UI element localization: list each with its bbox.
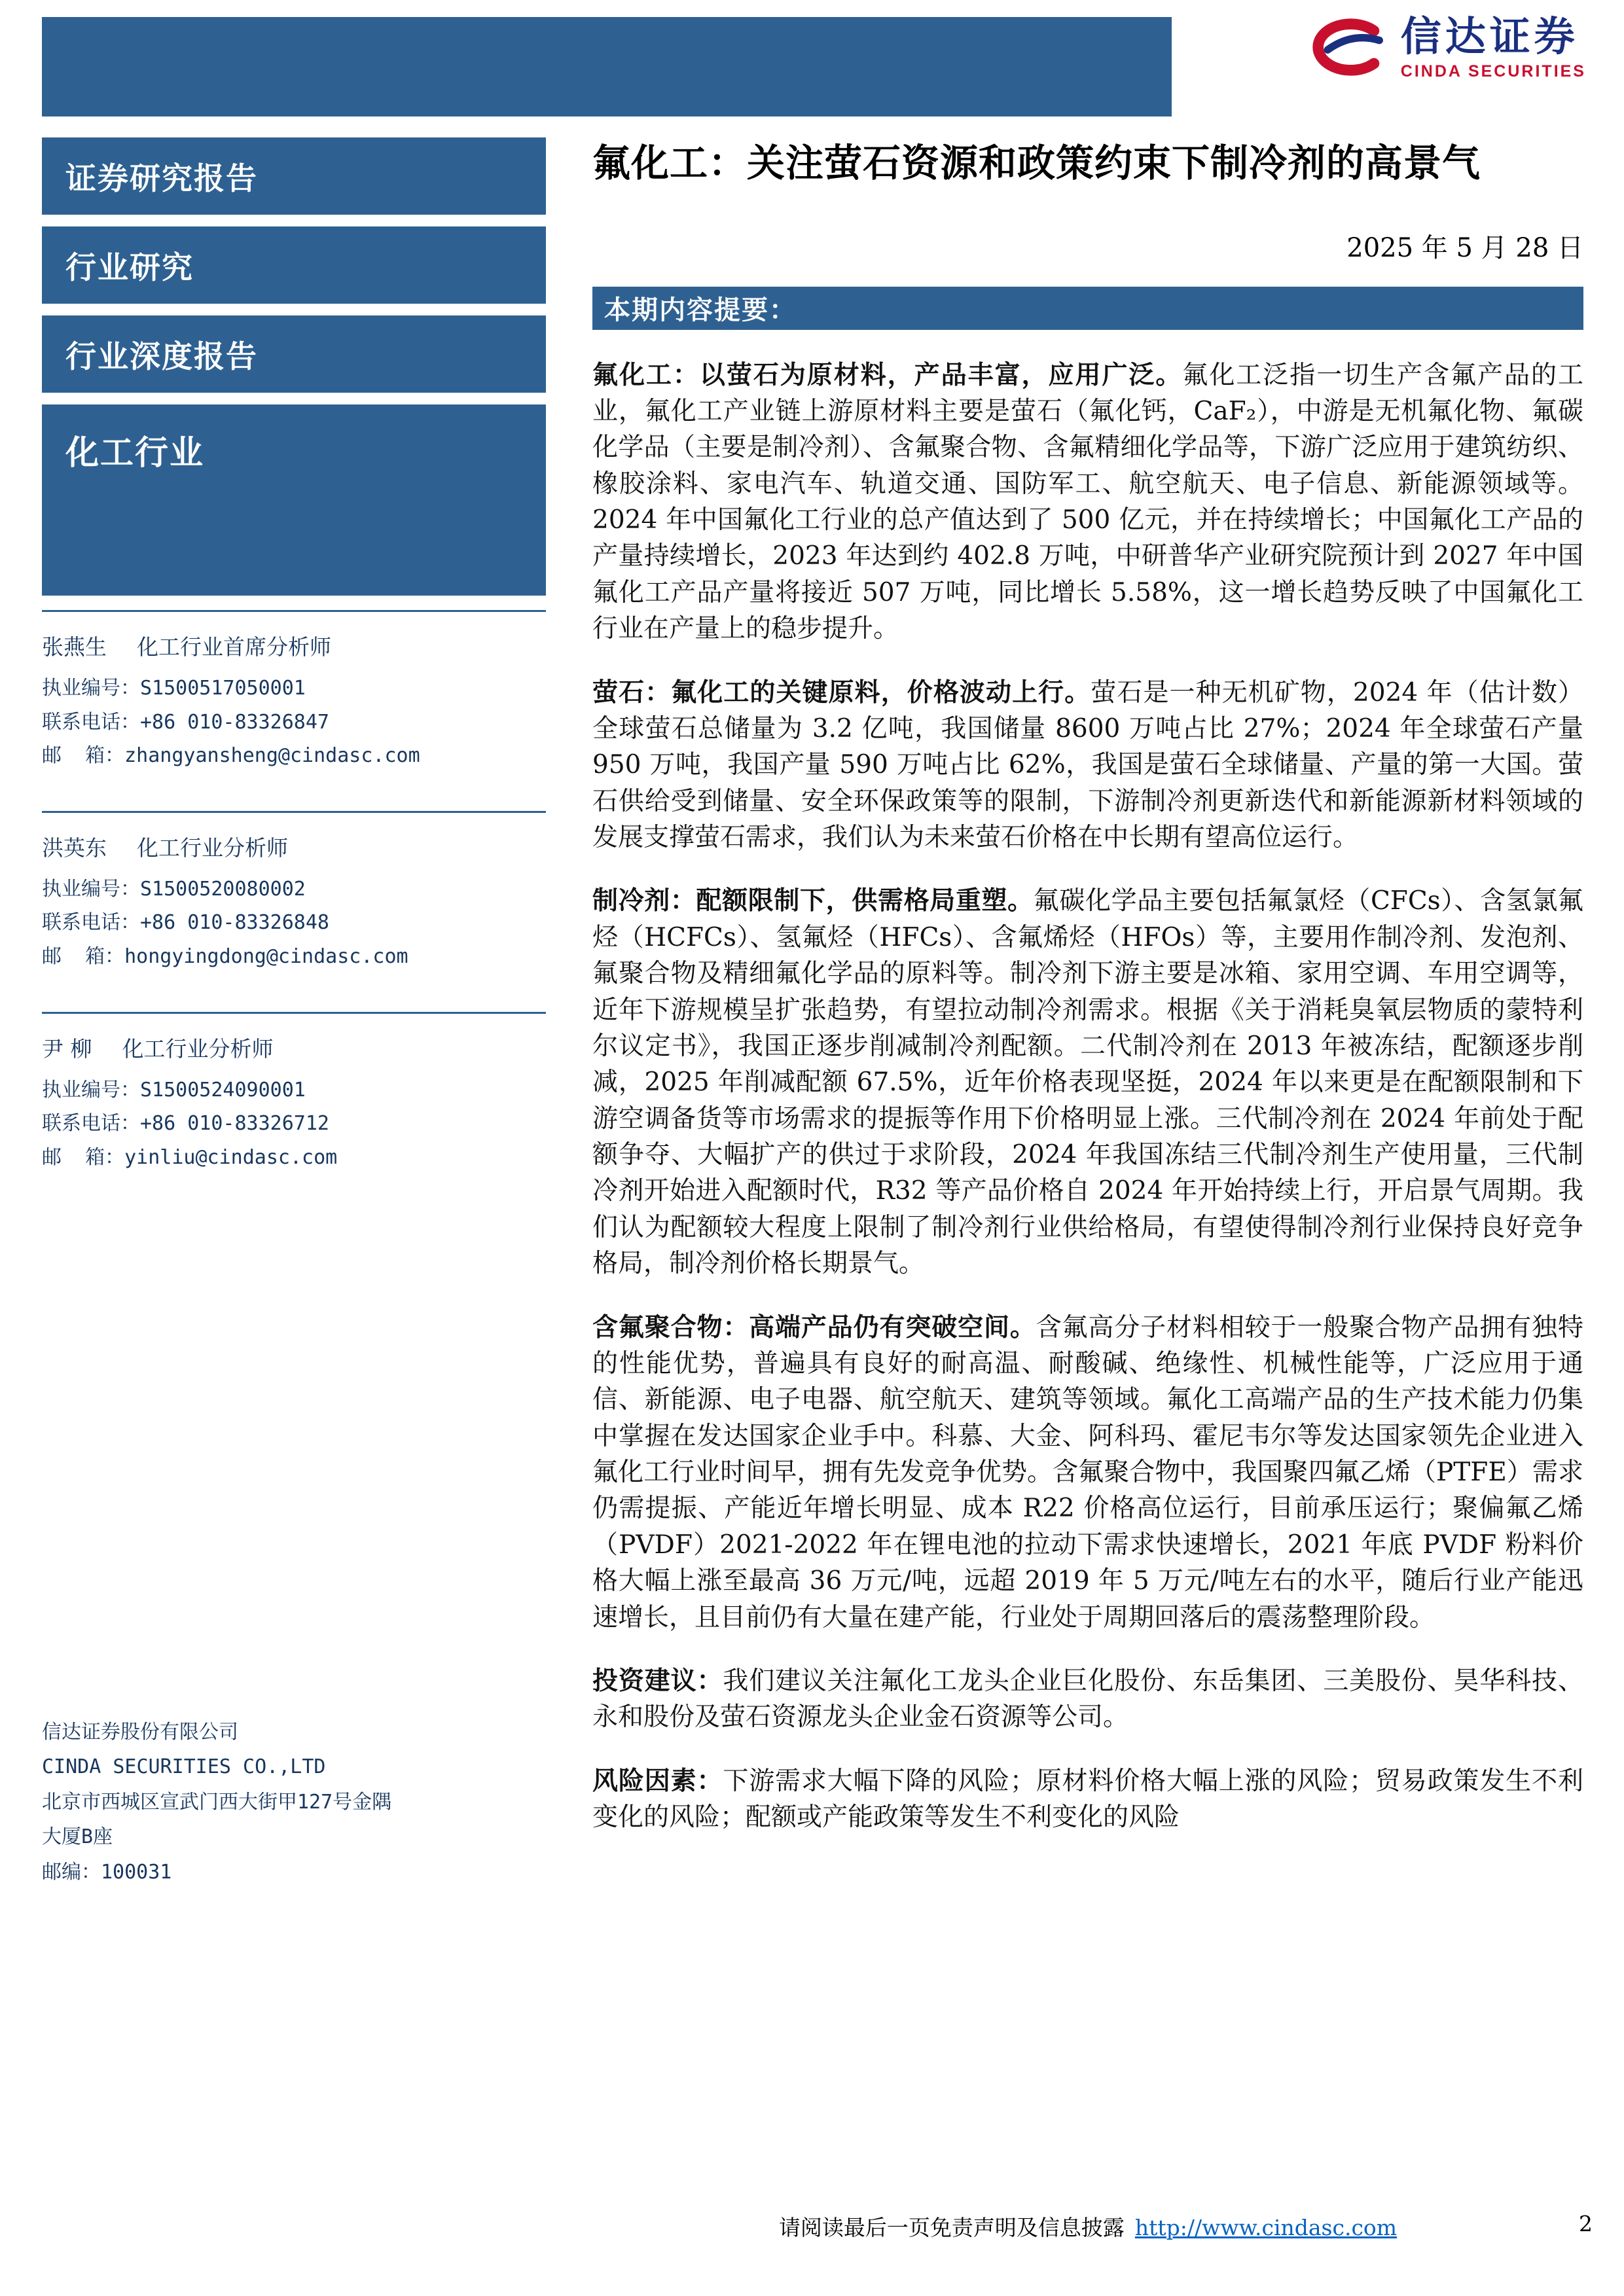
paragraph-body: 下游需求大幅下降的风险；原材料价格大幅上涨的风险；贸易政策发生不利变化的风险；配额或产能政策等发生不利变化的风险 (592, 1766, 1583, 1833)
summary-bar-label: 本期内容提要： (604, 295, 797, 326)
page-number: 2 (1579, 2211, 1593, 2236)
sidebar-box-label: 化工行业 (65, 434, 205, 471)
paragraph-fluorite (592, 675, 1583, 856)
paragraph-fluoropolymer (592, 1310, 1583, 1636)
analyst-email: 邮 箱：yinliu@cindasc.com (42, 1145, 338, 1169)
brand-name-en: CINDA SECURITIES (1400, 62, 1586, 81)
analyst-email: 邮 箱：zhangyansheng@cindasc.com (42, 744, 420, 768)
paragraph-lead: 氟化工：以萤石为原材料，产品丰富，应用广泛。 (592, 359, 1183, 390)
paragraph-body: 氟碳化学品主要包括氟氯烃（CFCs）、含氢氯氟烃（HCFCs）、氢氟烃（HFCs）、含氟烯烃（HFOs）等，主要用作制冷剂、发泡剂、氟聚合物及精细氟化学品的原料等。制冷剂下游主要是冰箱、家用空调、车用空调等，近年下游规模呈扩张趋势，有望拉动制冷剂需求。根据《关于消耗臭氧层物质的蒙特利尔议定书》，我国正逐步削减制冷剂配额。二代制冷剂在 2013 年被冻结，配额逐步削减，2025 年削减配额 67.5%，近年价格表现坚挺，2024 年以来更是在配额限制和下游空调备货等市场需求的提振等作用下价格明显上涨。三代制冷剂在 2024 年前处于配额争夺、大幅扩产的供过于求阶段，2024 年我国冻结三代制冷剂生产使用量，三代制冷剂开始进入配额时代，R32 等产品价格自 2024 年开始持续上行，开启景气周期。我们认为配额较大程度上限制了制冷剂行业供给格局，有望使得制冷剂行业保持良好竞争格局，制冷剂价格长期景气。 (592, 886, 1584, 1279)
header-bar (42, 17, 1172, 117)
footer-disclaimer-row (592, 2211, 1583, 2242)
analyst-name: 洪英东 (42, 834, 107, 861)
analyst-title: 化工行业分析师 (122, 1035, 274, 1062)
brand-wordmark (1401, 16, 1586, 81)
report-date: 2025 年 5 月 28 日 (1346, 232, 1583, 263)
analyst-reg-number: 执业编号：S1500520080002 (42, 877, 306, 901)
analyst-phone: 联系电话：+86 010-83326848 (42, 911, 329, 935)
sidebar-box-label: 行业深度报告 (65, 338, 258, 374)
analyst-name: 张燕生 (42, 634, 107, 660)
sidebar-box-research-type (42, 226, 546, 304)
company-postcode: 邮编：100031 (42, 1860, 172, 1884)
analyst-title: 化工行业首席分析师 (137, 634, 331, 660)
page-footer (592, 2211, 1593, 2242)
company-info (42, 1715, 391, 1890)
analyst-name-row (42, 831, 546, 862)
company-name-en: CINDA SECURITIES CO.,LTD (42, 1755, 326, 1779)
brand-name-cn: 信达证券 (1400, 14, 1579, 60)
analyst-phone: 联系电话：+86 010-83326847 (42, 710, 329, 734)
company-address-line2: 大厦B座 (42, 1825, 113, 1849)
analyst-email: 邮 箱：hongyingdong@cindasc.com (42, 944, 408, 968)
analyst-name: 尹 柳 (42, 1035, 92, 1062)
paragraph-body: 我们建议关注氟化工龙头企业巨化股份、东岳集团、三美股份、昊华科技、永和股份及萤石资源龙头企业金石资源等公司。 (592, 1666, 1583, 1732)
main-content (592, 141, 1583, 1835)
paragraph-lead: 含氟聚合物：高端产品仍有突破空间。 (592, 1312, 1036, 1342)
paragraph-overview (592, 357, 1583, 647)
analyst-block (42, 610, 546, 773)
company-name-cn: 信达证券股份有限公司 (42, 1721, 238, 1744)
paragraph-lead: 投资建议： (592, 1665, 723, 1696)
paragraph-lead: 风险因素： (592, 1765, 723, 1796)
sidebar-box-label: 行业研究 (65, 249, 194, 285)
cinda-swoosh-icon (1292, 13, 1390, 84)
analyst-name-row (42, 630, 546, 661)
paragraph-body: 萤石是一种无机矿物，2024 年（估计数）全球萤石总储量为 3.2 亿吨，我国储量 8600 万吨占比 27%；2024 年全球萤石产量 950 万吨，我国产量 590 万吨占比 62%，我国是萤石全球储量、产量的第一大国。萤石供给受到储量、安全环保政策等的限制，下游制冷剂更新迭代和新能源新材料领域的发展支撑萤石需求，我们认为未来萤石价格在中长期有望高位运行。 (592, 677, 1583, 853)
paragraph-body: 含氟高分子材料相较于一般聚合物产品拥有独特的性能优势，普遍具有良好的耐高温、耐酸碱、绝缘性、机械性能等，广泛应用于通信、新能源、电子电器、航空航天、建筑等领域。氟化工高端产品的生产技术能力仍集中掌握在发达国家企业手中。科慕、大金、阿科玛、霍尼韦尔等发达国家领先企业进入氟化工行业时间早，拥有先发竞争优势。含氟聚合物中，我国聚四氟乙烯（PTFE）需求仍需提振、产能近年增长明显、成本 R22 价格高位运行，目前承压运行；聚偏氟乙烯（PVDF）2021-2022 年在锂电池的拉动下需求快速增长，2021 年底 PVDF 粉料价格大幅上涨至最高 36 万元/吨，远超 2019 年 5 万元/吨左右的水平，随后行业产能迅速增长，且目前仍有大量在建产能，行业处于周期回落后的震荡整理阶段。 (592, 1312, 1583, 1632)
sidebar-box-report-type (42, 137, 546, 215)
analyst-block (42, 1012, 546, 1175)
sidebar-box-depth-report (42, 315, 546, 393)
analyst-reg-number: 执业编号：S1500517050001 (42, 677, 306, 700)
analyst-title: 化工行业分析师 (137, 834, 288, 861)
website-link[interactable]: http://www.cindasc.com (1134, 2215, 1398, 2240)
sidebar-box-label: 证券研究报告 (65, 160, 258, 196)
report-title: 氟化工：关注萤石资源和政策约束下制冷剂的高景气 (592, 142, 1481, 185)
analyst-reg-number: 执业编号：S1500524090001 (42, 1078, 306, 1102)
analyst-phone: 联系电话：+86 010-83326712 (42, 1112, 329, 1136)
paragraph-refrigerant (592, 883, 1583, 1282)
paragraph-risk-factors (592, 1763, 1583, 1836)
analyst-name-row (42, 1032, 546, 1063)
sidebar (42, 137, 546, 2166)
company-address-line1: 北京市西城区宣武门西大街甲127号金隅 (42, 1790, 392, 1814)
paragraph-lead: 制冷剂：配额限制下，供需格局重塑。 (592, 886, 1034, 916)
paragraph-lead: 萤石：氟化工的关键原料，价格波动上行。 (592, 677, 1091, 708)
brand-logo (1292, 13, 1586, 84)
paragraph-investment-advice (592, 1663, 1583, 1736)
paragraph-body: 氟化工泛指一切生产含氟产品的工业，氟化工产业链上游原材料主要是萤石（氟化钙，CaF₂），中游是无机氟化物、氟碳化学品（主要是制冷剂）、含氟聚合物、含氟精细化学品等，下游广泛应用于建筑纺织、橡胶涂料、家电汽车、轨道交通、国防军工、航空航天、电子信息、新能源领域等。2024 年中国氟化工行业的总产值达到了 500 亿元，并在持续增长；中国氟化工产品的产量持续增长，2023 年达到约 402.8 万吨，中研普华产业研究院预计到 2027 年中国氟化工产品产量将接近 507 万吨，同比增长 5.58%，这一增长趋势反映了中国氟化工行业在产量上的稳步提升。 (592, 360, 1583, 644)
summary-bar (592, 287, 1583, 330)
disclaimer-text: 请阅读最后一页免责声明及信息披露 (778, 2215, 1125, 2240)
analyst-block (42, 811, 546, 974)
sidebar-box-industry (42, 404, 546, 596)
